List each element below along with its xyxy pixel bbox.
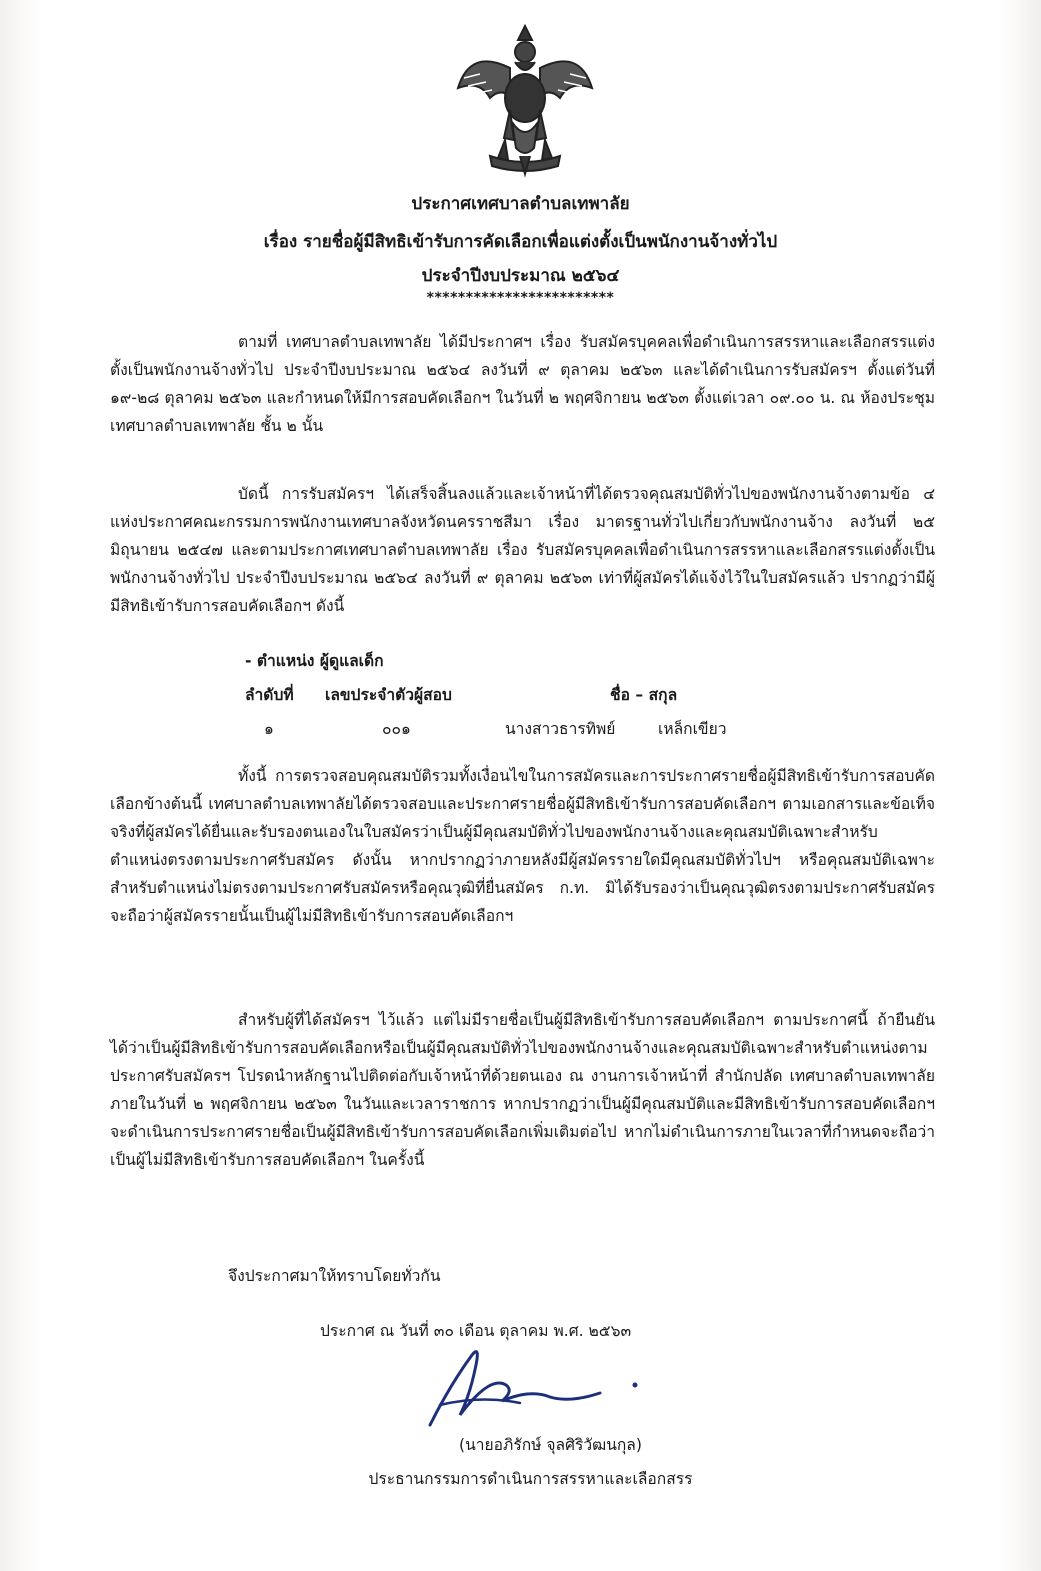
fiscal-year: ประจำปีงบประมาณ ๒๕๖๔ [421, 266, 620, 286]
paragraph-2 [110, 480, 935, 620]
divider-stars: ************************ [426, 290, 615, 306]
table-header-id: เลขประจำตัวผู้สอบ [325, 686, 452, 704]
signature-icon [410, 1345, 640, 1435]
paragraph-1 [110, 328, 935, 440]
paragraph-1-text: ตามที่ เทศบาลตำบลเทพาลัย ได้มีประกาศฯ เรื่อง รับสมัครบุคคลเพื่อดำเนินการสรรหาและเลือกสรรแต่งตั้งเป็นพนักงานจ้างทั่วไป ประจำปีงบประมาณ ๒๕๖๔ ลงวันที่ ๙ ตุลาคม ๒๕๖๓ และได้ดำเนินการรับสมัครฯ ตั้งแต่วันที่ ๑๙-๒๘ ตุลาคม ๒๕๖๓ และกำหนดให้มีการสอบคัดเลือกฯ ในวันที่ ๒ พฤศจิกายน ๒๕๖๓ ตั้งแต่เวลา ๐๙.๐๐ น. ณ ห้องประชุมเทศบาลตำบลเทพาลัย ชั้น ๒ นั้น [110, 333, 935, 435]
table-header-no: ลำดับที่ [245, 686, 294, 704]
signer-name: (นายอภิรักษ์ จุลศิริวัฒนกุล) [459, 1436, 642, 1454]
announcement-subject: เรื่อง รายชื่อผู้มีสิทธิเข้ารับการคัดเลือกเพื่อแต่งตั้งเป็นพนักงานจ้างทั่วไป [263, 232, 778, 252]
row-no: ๑ [264, 720, 274, 738]
position-label: - ตำแหน่ง ผู้ดูแลเด็ก [245, 652, 384, 670]
table-header-name: ชื่อ – สกุล [610, 686, 678, 704]
paragraph-4 [110, 1006, 935, 1174]
row-id: ๐๐๑ [382, 720, 411, 738]
paragraph-3-text: ทั้งนี้ การตรวจสอบคุณสมบัติรวมทั้งเงื่อนไขในการสมัครและการประกาศรายชื่อผู้มีสิทธิเข้ารับการสอบคัดเลือกข้างต้นนี้ เทศบาลตำบลเทพาลัยได้ตรวจสอบและประกาศรายชื่อผู้มีสิทธิเข้ารับการสอบคัดเลือกฯ ตามเอกสารและข้อเท็จจริงที่ผู้สมัครได้ยื่นและรับรองตนเองในใบสมัครว่าเป็นผู้มีคุณสมบัติทั่วไปของพนักงานจ้างและคุณสมบัติเฉพาะสำหรับตำแหน่งตรงตามประกาศรับสมัคร ดังนั้น หากปรากฏว่าภายหลังมีผู้สมัครรายใดมีคุณสมบัติทั่วไปฯ หรือคุณสมบัติเฉพาะสำหรับตำแหน่งไม่ตรงตามประกาศรับสมัครหรือคุณวุฒิที่ยื่นสมัคร ก.ท. มิได้รับรองว่าเป็นคุณวุฒิตรงตามประกาศรับสมัคร จะถือว่าผู้สมัครรายนั้นเป็นผู้ไม่มีสิทธิเข้ารับการสอบคัดเลือกฯ [110, 767, 935, 925]
row-last-name: เหล็กเขียว [658, 720, 727, 738]
paragraph-5-text: จึงประกาศมาให้ทราบโดยทั่วกัน [228, 1267, 441, 1285]
paragraph-4-text: สำหรับผู้ที่ได้สมัครฯ ไว้แล้ว แต่ไม่มีรายชื่อเป็นผู้มีสิทธิเข้ารับการสอบคัดเลือกฯ ตามประกาศนี้ ถ้ายืนยันได้ว่าเป็นผู้มีสิทธิเข้ารับการสอบคัดเลือกหรือเป็นผู้มีคุณสมบัติทั่วไปของพนักงานจ้างและคุณสมบัติเฉพาะสำหรับตำแหน่งตามประกาศรับสมัครฯ โปรดนำหลักฐานไปติดต่อกับเจ้าหน้าที่ด้วยตนเอง ณ งานการเจ้าหน้าที่ สำนักปลัด เทศบาลตำบลเทพาลัย ภายในวันที่ ๒ พฤศจิกายน ๒๕๖๓ ในวันและเวลาราชการ หากปรากฏว่าเป็นผู้มีคุณสมบัติและมีสิทธิเข้ารับการสอบคัดเลือกฯ จะดำเนินการประกาศรายชื่อเป็นผู้มีสิทธิเข้ารับการสอบคัดเลือกเพิ่มเติมต่อไป หากไม่ดำเนินการภายในเวลาที่กำหนดจะถือว่าเป็นผู้ไม่มีสิทธิเข้ารับการสอบคัดเลือกฯ ในครั้งนี้ [110, 1011, 935, 1169]
paragraph-3 [110, 762, 935, 930]
paragraph-2-text: บัดนี้ การรับสมัครฯ ได้เสร็จสิ้นลงแล้วและเจ้าหน้าที่ได้ตรวจคุณสมบัติทั่วไปของพนักงานจ้างตามข้อ ๔ แห่งประกาศคณะกรรมการพนักงานเทศบาลจังหวัดนครราชสีมา เรื่อง มาตรฐานทั่วไปเกี่ยวกับพนักงานจ้าง ลงวันที่ ๒๕ มิถุนายน ๒๕๔๗ และตามประกาศเทศบาลตำบลเทพาลัย เรื่อง รับสมัครบุคคลเพื่อดำเนินการสรรหาและเลือกสรรแต่งตั้งเป็นพนักงานจ้างทั่วไป ประจำปีงบประมาณ ๒๕๖๔ ลงวันที่ ๙ ตุลาคม ๒๕๖๓ เท่าที่ผู้สมัครได้แจ้งไว้ในใบสมัครแล้ว ปรากฏว่ามีผู้มีสิทธิเข้ารับการสอบคัดเลือกฯ ดังนี้ [110, 485, 935, 615]
announcement-date: ประกาศ ณ วันที่ ๓๐ เดือน ตุลาคม พ.ศ. ๒๕๖๓ [320, 1322, 632, 1340]
row-first-name: นางสาวธารทิพย์ [505, 720, 616, 738]
paragraph-5 [110, 1262, 935, 1290]
signer-title: ประธานกรรมการดำเนินการสรรหาและเลือกสรร [368, 1470, 693, 1488]
announcement-title: ประกาศเทศบาลตำบลเทพาลัย [411, 194, 630, 214]
garuda-emblem-icon [450, 18, 600, 178]
